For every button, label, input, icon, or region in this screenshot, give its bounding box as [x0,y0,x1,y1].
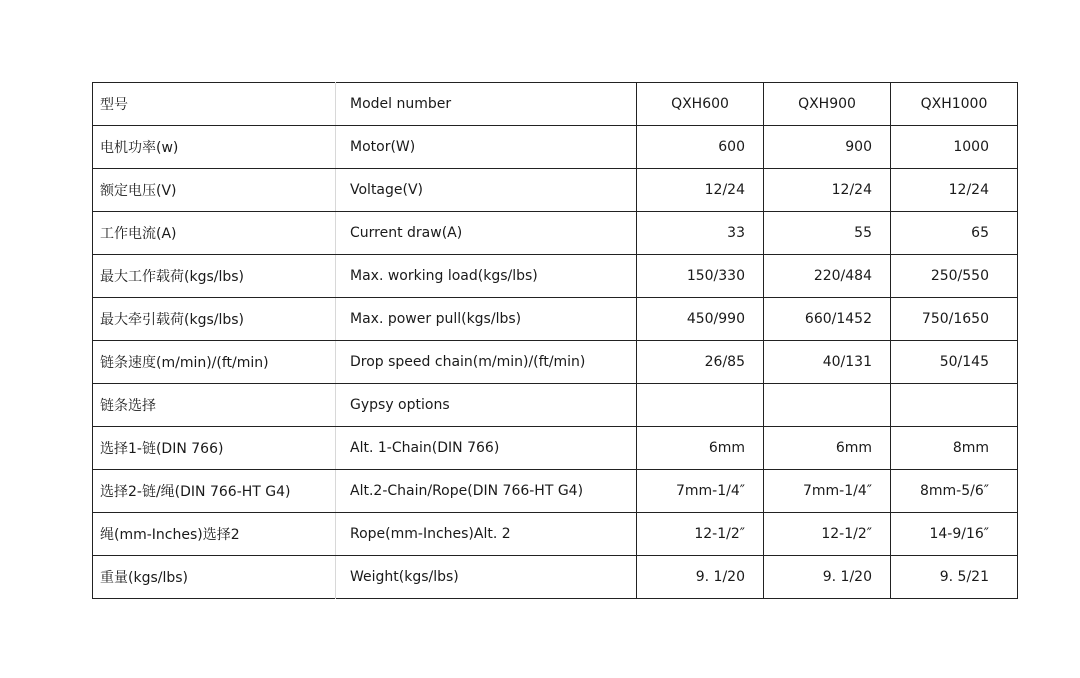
row-label-cn: 重量(kgs/lbs) [93,556,336,599]
table-row [93,212,1018,255]
row-label-cn: 额定电压(V) [93,169,336,212]
table-row [93,384,1018,427]
table-row [93,513,1018,556]
row-value: 50/145 [891,341,1018,384]
table-row [93,298,1018,341]
row-label-en: Drop speed chain(m/min)/(ft/min) [336,341,637,384]
row-value: 12/24 [891,169,1018,212]
row-value: 220/484 [764,255,891,298]
row-value: 26/85 [637,341,764,384]
table-row [93,427,1018,470]
row-value: 40/131 [764,341,891,384]
row-label-en: Weight(kgs/lbs) [336,556,637,599]
row-value: 12/24 [637,169,764,212]
spec-table [92,82,1018,599]
header-model-qxh1000: QXH1000 [891,83,1018,126]
table-row [93,556,1018,599]
row-value [764,384,891,427]
header-en: Model number [336,83,637,126]
row-value: 7mm-1/4″ [764,470,891,513]
table-row [93,126,1018,169]
row-label-en: Max. working load(kgs/lbs) [336,255,637,298]
row-value: 9. 5/21 [939,569,989,585]
row-value: 6mm [637,427,764,470]
row-label-cn: 绳(mm-Inches)选择2 [93,513,336,556]
row-label-en: Voltage(V) [336,169,637,212]
row-label-cn: 最大工作载荷(kgs/lbs) [93,255,336,298]
row-value: 9. 1/20 [764,556,891,599]
row-value [891,384,1018,427]
row-label-cn: 链条速度(m/min)/(ft/min) [93,341,336,384]
table-row [93,169,1018,212]
row-label-cn: 电机功率(w) [93,126,336,169]
table-header-row [93,83,1018,126]
row-label-cn: 工作电流(A) [93,212,336,255]
row-value: 750/1650 [891,298,1018,341]
row-value: 33 [637,212,764,255]
row-value: 9. 1/20 [637,556,764,599]
row-value: 1000 [891,126,1018,169]
row-value: 12-1/2″ [637,513,764,556]
row-value: 65 [891,212,1018,255]
row-label-en: Motor(W) [336,126,637,169]
header-model-qxh600: QXH600 [637,83,764,126]
row-value: 7mm-1/4″ [637,470,764,513]
row-label-cn: 选择1-链(DIN 766) [93,427,336,470]
row-value: 12/24 [764,169,891,212]
row-label-en: Alt. 1-Chain(DIN 766) [336,427,637,470]
table-row [93,255,1018,298]
row-label-cn: 选择2-链/绳(DIN 766-HT G4) [93,470,336,513]
table-row [93,341,1018,384]
row-value: 8mm [891,427,1018,470]
table-row [93,470,1018,513]
row-label-cn: 最大牵引载荷(kgs/lbs) [93,298,336,341]
row-value: 55 [764,212,891,255]
row-value: 6mm [764,427,891,470]
row-label-cn: 链条选择 [93,384,336,427]
header-model-qxh900: QXH900 [764,83,891,126]
row-label-en: Gypsy options [336,384,637,427]
row-value: 150/330 [637,255,764,298]
row-value: 900 [764,126,891,169]
row-value: 14-9/16″ [891,513,1018,556]
row-label-en: Max. power pull(kgs/lbs) [336,298,637,341]
row-value: 600 [637,126,764,169]
row-label-en: Alt.2-Chain/Rope(DIN 766-HT G4) [336,470,637,513]
row-label-en: Current draw(A) [336,212,637,255]
row-value [637,384,764,427]
row-value: 450/990 [637,298,764,341]
row-value: 12-1/2″ [764,513,891,556]
header-cn: 型号 [93,83,336,126]
row-value: 250/550 [891,255,1018,298]
row-value: 8mm-5/6″ [891,470,1018,513]
row-value: 660/1452 [764,298,891,341]
row-label-en: Rope(mm-Inches)Alt. 2 [336,513,637,556]
